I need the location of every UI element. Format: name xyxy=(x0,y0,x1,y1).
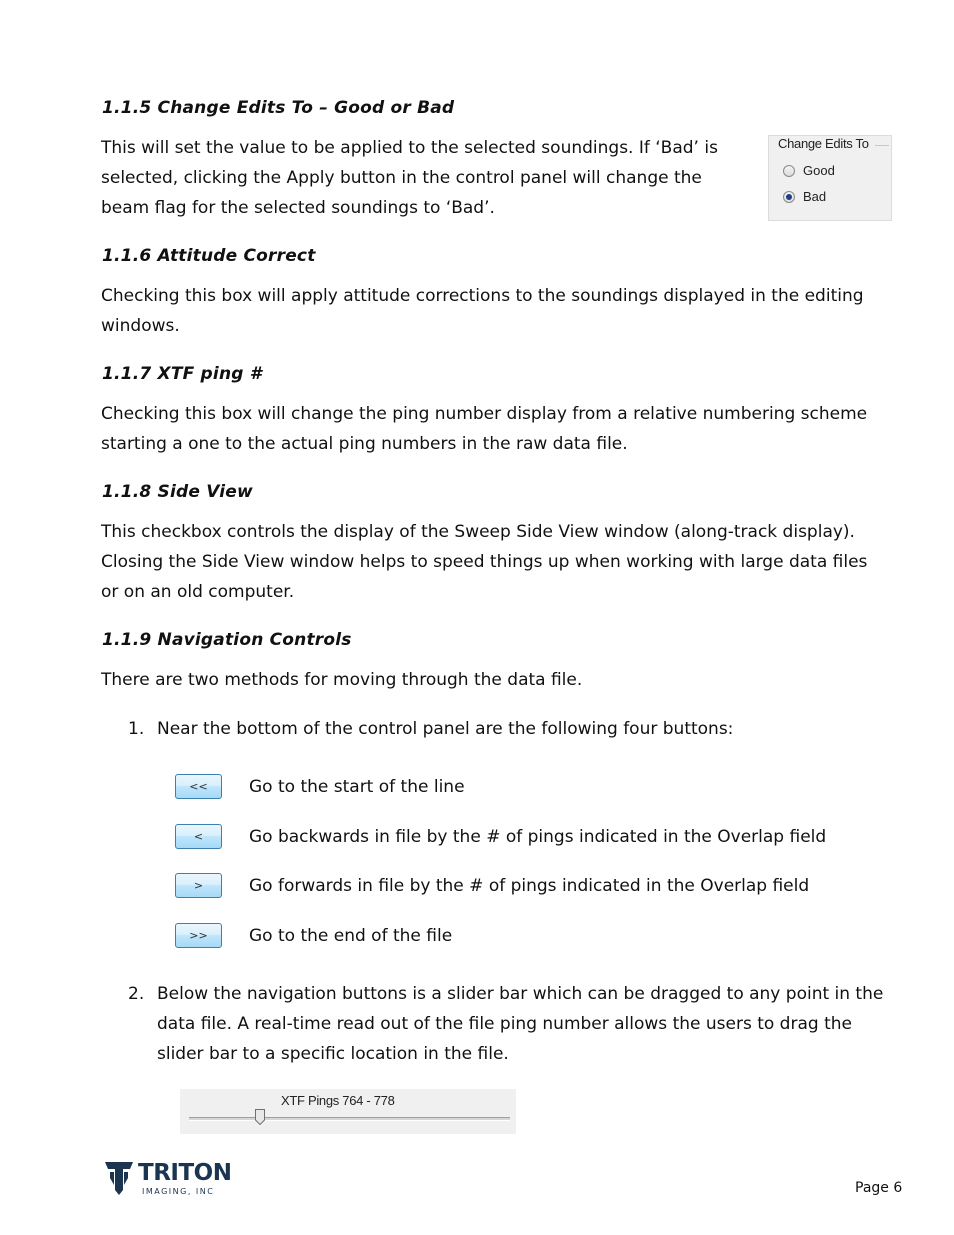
para-1-1-7-line-1: Checking this box will change the ping number display from a relative numbering scheme xyxy=(101,404,868,424)
go-back-desc: Go backwards in file by the # of pings indicated in the Overlap field xyxy=(249,827,827,847)
triton-logo xyxy=(104,1160,232,1200)
go-start-button[interactable]: << xyxy=(175,774,222,799)
go-end-button[interactable]: >> xyxy=(175,923,222,948)
heading-1-1-8: 1.1.8 Side View xyxy=(102,482,253,502)
xtf-pings-slider-panel xyxy=(180,1089,516,1134)
change-edits-groupbox xyxy=(768,135,892,221)
logo-subtitle: IMAGING, INC xyxy=(142,1187,215,1196)
list-item-2-line-1: Below the navigation buttons is a slider bar which can be dragged to any point in the xyxy=(157,984,884,1004)
heading-1-1-6: 1.1.6 Attitude Correct xyxy=(102,246,316,266)
para-1-1-5-line-3: beam flag for the selected soundings to ‘Bad’. xyxy=(101,198,495,218)
para-1-1-5-line-1: This will set the value to be applied to the selected soundings. If ‘Bad’ is xyxy=(101,138,718,158)
para-1-1-7-line-2: starting a one to the actual ping numbers in the raw data file. xyxy=(101,434,628,454)
go-start-desc: Go to the start of the line xyxy=(249,777,465,797)
list-item-2-line-2: data file. A real-time read out of the file ping number allows the users to drag the xyxy=(157,1014,852,1034)
list-item-2-line-3: slider bar to a specific location in the file. xyxy=(157,1044,509,1064)
radio-good-icon[interactable] xyxy=(783,165,795,177)
logo-wordmark: TRITON xyxy=(138,1160,232,1186)
change-edits-title: Change Edits To xyxy=(778,136,869,151)
radio-good-row[interactable] xyxy=(783,163,835,178)
go-forward-desc: Go forwards in file by the # of pings indicated in the Overlap field xyxy=(249,876,810,896)
triton-trident-icon xyxy=(104,1160,134,1196)
para-1-1-8-line-3: or on an old computer. xyxy=(101,582,295,602)
para-1-1-6-line-2: windows. xyxy=(101,316,180,336)
heading-1-1-7: 1.1.7 XTF ping # xyxy=(102,364,262,384)
page-number: Page 6 xyxy=(855,1180,903,1196)
slider-track[interactable] xyxy=(189,1117,510,1121)
para-1-1-8-line-2: Closing the Side View window helps to speed things up when working with large data files xyxy=(101,552,868,572)
list-number-1: 1. xyxy=(128,719,145,739)
radio-bad-icon[interactable] xyxy=(783,191,795,203)
heading-1-1-9: 1.1.9 Navigation Controls xyxy=(102,630,352,650)
list-number-2: 2. xyxy=(128,984,145,1004)
go-forward-button[interactable]: > xyxy=(175,873,222,898)
radio-bad-label: Bad xyxy=(803,189,827,204)
groupbox-divider xyxy=(875,145,889,146)
heading-1-1-5: 1.1.5 Change Edits To – Good or Bad xyxy=(102,98,455,118)
go-back-button[interactable]: < xyxy=(175,824,222,849)
slider-thumb-icon[interactable] xyxy=(255,1109,265,1125)
go-end-desc: Go to the end of the file xyxy=(249,926,453,946)
para-1-1-8-line-1: This checkbox controls the display of the Sweep Side View window (along-track display). xyxy=(101,522,855,542)
radio-bad-row[interactable] xyxy=(783,189,826,204)
para-1-1-9-intro: There are two methods for moving through the data file. xyxy=(101,670,583,690)
list-item-1-line-1: Near the bottom of the control panel are the following four buttons: xyxy=(157,719,734,739)
radio-good-label: Good xyxy=(803,163,835,178)
xtf-pings-readout: XTF Pings 764 - 778 xyxy=(281,1093,395,1108)
para-1-1-6-line-1: Checking this box will apply attitude corrections to the soundings displayed in the editing xyxy=(101,286,864,306)
para-1-1-5-line-2: selected, clicking the Apply button in the control panel will change the xyxy=(101,168,702,188)
